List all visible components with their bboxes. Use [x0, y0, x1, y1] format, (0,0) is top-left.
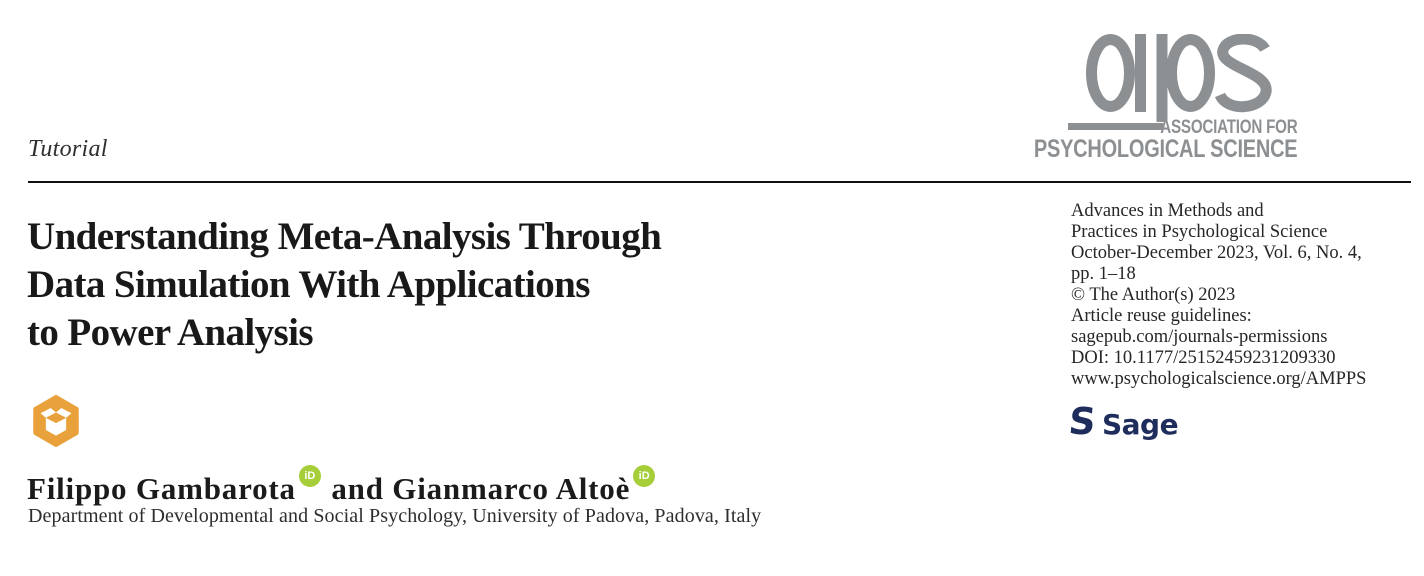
journal-info-line: Article reuse guidelines:: [1071, 306, 1252, 326]
aps-logo: [1086, 34, 1276, 127]
article-title: [27, 213, 787, 357]
sage-wordmark: Sage: [1102, 408, 1179, 441]
aps-tagline-line1: ASSOCIATION FOR: [1159, 117, 1297, 138]
title-line-1: Understanding Meta-Analysis Through: [27, 215, 662, 258]
journal-info-line: pp. 1–18: [1071, 264, 1136, 284]
orcid-icon[interactable]: iD: [633, 465, 655, 487]
author-name-2: Gianmarco Altoè: [392, 471, 631, 506]
journal-info-block: [1071, 201, 1366, 390]
aps-tagline-bar: [1068, 123, 1163, 130]
sage-s-icon: S: [1066, 400, 1098, 443]
authors-separator: and: [322, 471, 393, 506]
sage-logo: [1066, 400, 1229, 448]
journal-doi-link[interactable]: DOI: 10.1177/25152459231209330: [1071, 348, 1336, 368]
title-line-2: Data Simulation With Applications: [27, 263, 590, 306]
aps-wordmark-icon: [1086, 34, 1276, 122]
journal-info-line: Practices in Psychological Science: [1071, 222, 1328, 242]
open-box-badge-icon: [30, 395, 82, 447]
title-line-3: to Power Analysis: [27, 311, 313, 354]
journal-info-line: October-December 2023, Vol. 6, No. 4,: [1071, 243, 1362, 263]
article-type-kicker: Tutorial: [28, 136, 108, 162]
journal-info-line: Advances in Methods and: [1071, 201, 1264, 221]
journal-permissions-link[interactable]: sagepub.com/journals-permissions: [1071, 327, 1328, 347]
author-name-1: Filippo Gambarota: [27, 471, 296, 506]
header-divider-rule: [28, 181, 1411, 183]
aps-tagline-line2: PSYCHOLOGICAL SCIENCE: [1033, 135, 1297, 163]
author-byline: [27, 471, 657, 507]
affiliation-text: Department of Developmental and Social Psychology, University of Padova, Padova, Italy: [28, 505, 762, 527]
open-practices-badge[interactable]: [30, 395, 82, 447]
orcid-icon[interactable]: iD: [299, 465, 321, 487]
journal-info-line: © The Author(s) 2023: [1071, 285, 1236, 305]
journal-website-link[interactable]: www.psychologicalscience.org/AMPPS: [1071, 369, 1367, 389]
